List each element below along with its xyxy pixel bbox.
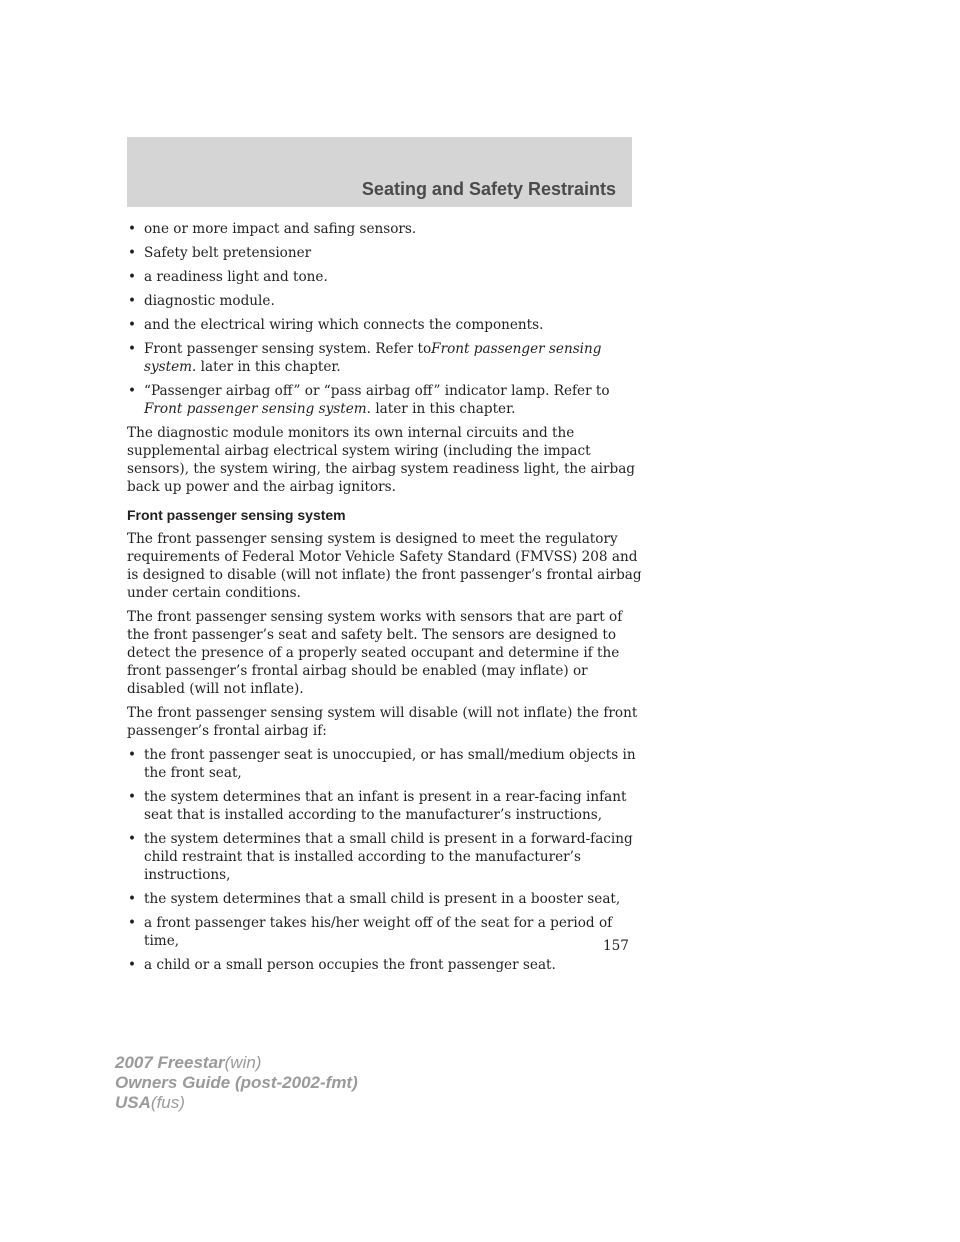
- bullet-text: later in this chapter.: [371, 401, 516, 417]
- section-header-band: [127, 137, 632, 207]
- footer-code: (win): [224, 1053, 262, 1072]
- section-heading: Front passenger sensing system: [127, 507, 346, 523]
- footer-market: USA: [115, 1093, 151, 1112]
- bullet-item: • and the electrical wiring which connects the components.: [127, 316, 647, 334]
- bullet-item: • diagnostic module.: [127, 292, 647, 310]
- cross-reference: Front passenger sensing system.: [144, 341, 602, 375]
- bullet-item: • a front passenger takes his/her weight off of the seat for a period of time,: [127, 914, 647, 950]
- bullet-item: • Safety belt pretensioner: [127, 244, 647, 262]
- bullet-item: • the system determines that an infant is present in a rear-facing infant seat that is installed according to the manufacturer’s instructions,: [127, 788, 647, 824]
- bullet-item-reference: [127, 340, 647, 376]
- page-number: 157: [603, 938, 629, 954]
- bullet-text: later in this chapter.: [196, 359, 341, 375]
- footer-line-2: Owners Guide (post-2002-fmt): [115, 1073, 358, 1092]
- bullet-item: • the front passenger seat is unoccupied, or has small/medium objects in the front seat,: [127, 746, 647, 782]
- bullet-item: • a readiness light and tone.: [127, 268, 647, 286]
- paragraph: The diagnostic module monitors its own internal circuits and the supplemental airbag electrical system wiring (including the impact sensors), the system wiring, the airbag system readiness light, the airbag back up power and the airbag ignitors.: [127, 425, 636, 495]
- footer-market-code: (fus): [150, 1093, 185, 1112]
- page-content: [127, 220, 647, 980]
- footer-line-3: [115, 1093, 358, 1113]
- paragraph: The front passenger sensing system is designed to meet the regulatory requirements of Federal Motor Vehicle Safety Standard (FMVSS) 208 and is designed to disable (will not inflate) the front passenger’s frontal airbag under certain conditions.: [127, 531, 642, 601]
- paragraph: The front passenger sensing system works with sensors that are part of the front passenger’s seat and safety belt. The sensors are designed to detect the presence of a properly seated occupant and determine if the front passenger’s frontal airbag should be enabled (may inflate) or disabled (will not inflate).: [127, 609, 623, 697]
- bullet-item: • a child or a small person occupies the front passenger seat.: [127, 956, 647, 974]
- cross-reference: Front passenger sensing system.: [144, 401, 372, 417]
- bullet-item-reference: [127, 382, 647, 418]
- bullet-item: • one or more impact and safing sensors.: [127, 220, 647, 238]
- footer-model: 2007 Freestar: [115, 1053, 225, 1072]
- bullet-text: Front passenger sensing system. Refer to: [144, 341, 432, 357]
- paragraph: The front passenger sensing system will disable (will not inflate) the front passenger’s frontal airbag if:: [127, 705, 638, 739]
- section-title: Seating and Safety Restraints: [361, 179, 616, 199]
- bullet-item: • the system determines that a small child is present in a booster seat,: [127, 890, 647, 908]
- footer-line-1: [115, 1053, 358, 1073]
- bullet-text: “Passenger airbag off” or “pass airbag off” indicator lamp. Refer to: [144, 383, 610, 399]
- bullet-item: • the system determines that a small child is present in a forward-facing child restraint that is installed according to the manufacturer’s instructions,: [127, 830, 647, 884]
- document-footer: [115, 1053, 358, 1113]
